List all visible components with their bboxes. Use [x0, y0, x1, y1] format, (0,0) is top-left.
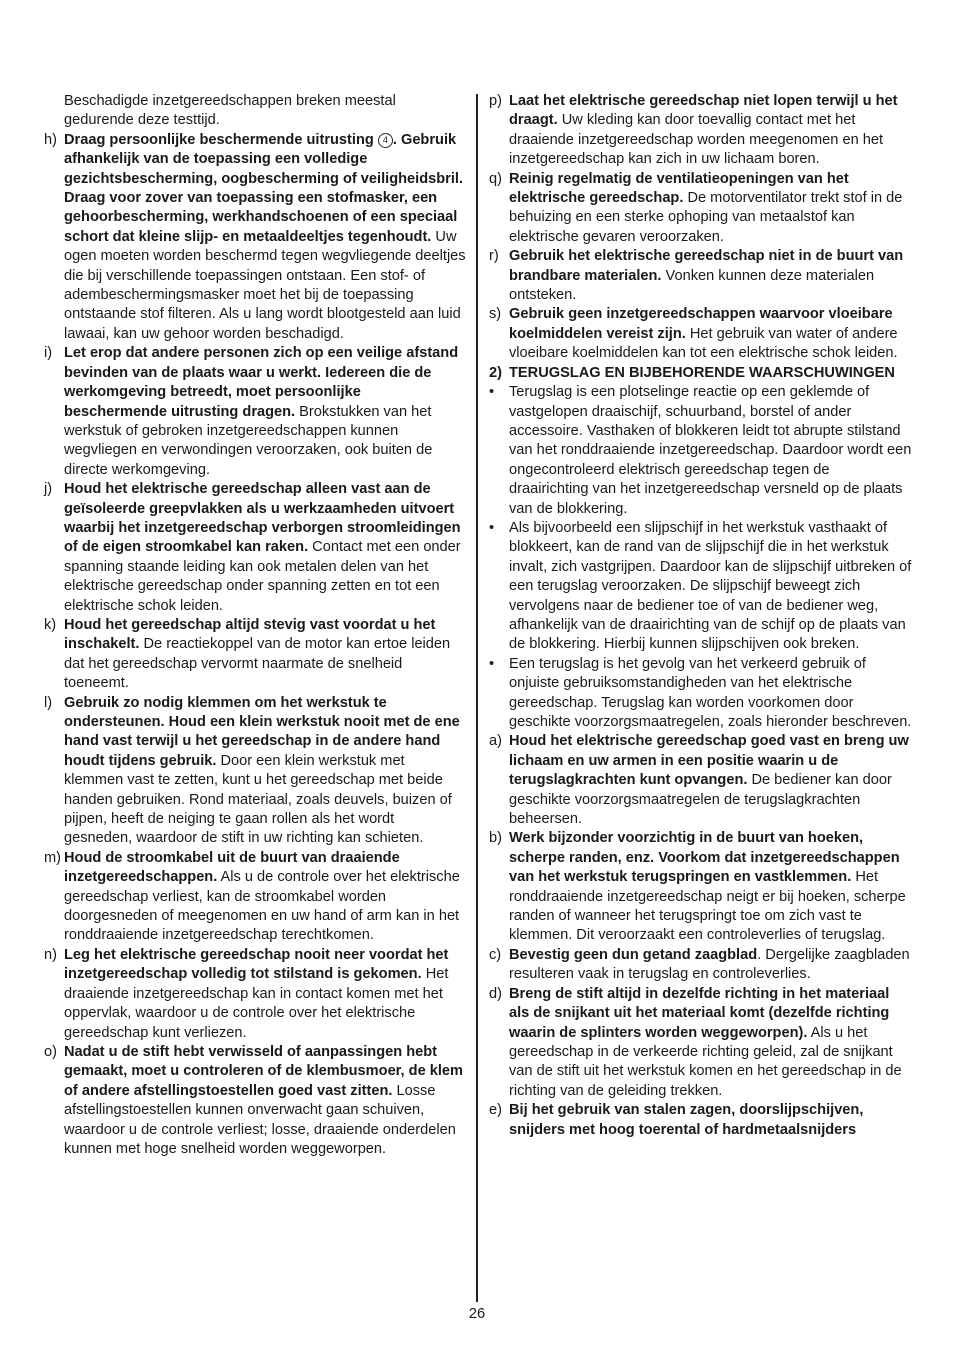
bold-instruction: Bij het gebruik van stalen zagen, doorslijpschijven, snijders met hoog toerental of hardmetaalsnijders — [509, 1102, 864, 1138]
body-text: Contact met een onder spanning staande leiding kan ook metalen delen van het elektrische gereedschap onder spanning zetten en tot een elektrische schok leiden. — [64, 539, 461, 614]
heading-text: TERUGSLAG EN BIJBEHORENDE WAARSCHUWINGEN — [509, 364, 895, 381]
bold-instruction: Houd het elektrische gereedschap alleen vast aan de geïsoleerde greepvlakken als u werkzaamheden uitvoert waarbij het inzetgereedschap verborgen stroomleidingen of de eigen stroomkabel kan raken. — [64, 481, 461, 556]
body-text: Uw kleding kan door toevallig contact met het draaiende inzetgereedschap worden meegenomen en het inzetgereedschap kan zich in uw lichaam boren. — [509, 112, 884, 168]
bullet-item — [489, 383, 913, 519]
body-text: . Dergelijke zaagbladen resulteren vaak in terugslag en controleverlies. — [509, 946, 910, 983]
bold-instruction: Reinig regelmatig de ventilatieopeningen van het elektrische gereedschap. — [509, 170, 849, 207]
list-item — [489, 247, 913, 305]
item-label: a) — [489, 733, 502, 750]
list-item — [489, 946, 913, 985]
item-label: l) — [44, 694, 53, 711]
item-body — [509, 1101, 913, 1140]
bullet-item — [489, 519, 913, 655]
item-body — [509, 732, 913, 829]
item-body — [64, 131, 466, 344]
item-label: • — [489, 519, 495, 536]
body-text: Terugslag is een plotselinge reactie op een geklemde of vastgelopen draaischijf, schuurband, borstel of ander accessoire. Vasthaken of blokkeren leidt tot abrupte stilstand van het ronddraaiende inzetgereedschap. Daardoor wordt een ongecontroleerd elektrisch gereedschap tegen de draairichting van het inzetgereedschap versneld op de plaats van de blokkering. — [509, 384, 912, 517]
item-label: • — [489, 384, 495, 401]
item-label: o) — [44, 1043, 57, 1060]
body-text: De bediener kan door geschikte voorzorgsmaatregelen de terugslagkrachten beheersen. — [509, 772, 892, 828]
item-body — [509, 364, 913, 383]
item-label: m) — [44, 849, 62, 866]
circled-number-icon: 4 — [378, 133, 393, 148]
list-item — [44, 480, 466, 616]
list-item — [489, 985, 913, 1101]
item-body — [64, 1043, 466, 1159]
item-label: j) — [44, 481, 53, 498]
item-body — [64, 616, 466, 694]
item-body — [509, 655, 913, 733]
section-heading — [489, 364, 913, 383]
bold-instruction: Houd het gereedschap altijd stevig vast voordat u het inschakelt. — [64, 616, 436, 653]
body-text: Het ronddraaiende inzetgereedschap neigt er bij hoeken, scherpe randen of wanneer het terugspringt toe om zich vast te klemmen. Dit veroorzaakt een controleverlies of terugslag. — [509, 869, 906, 944]
body-text: Het gebruik van water of andere vloeibare koelmiddelen kan tot een elektrische schok leiden. — [509, 325, 898, 362]
item-body — [64, 694, 466, 849]
body-text: Het draaiende inzetgereedschap kan in contact komen met het oppervlak, waardoor u de controle over het elektrische gereedschap kunt verliezen. — [64, 966, 449, 1041]
list-item — [489, 305, 913, 363]
bold-instruction: Let erop dat andere personen zich op een veilige afstand bevinden van de plaats waar u werkt. Iedereen die de werkomgeving betreedt, moet persoonlijke beschermende uitrusting dragen. — [64, 345, 459, 420]
item-body — [509, 383, 913, 519]
item-body — [509, 829, 913, 945]
bold-instruction: Laat het elektrische gereedschap niet lopen terwijl u het draagt. — [509, 93, 898, 129]
bold-instruction: Gebruik zo nodig klemmen om het werkstuk te ondersteunen. Houd een klein werkstuk nooit met de ene hand vast terwijl u het gereedschap in de andere hand houdt tijdens gebruik. — [64, 694, 460, 769]
item-body — [64, 92, 466, 131]
body-text: Een terugslag is het gevolg van het verkeerd gebruik of onjuiste gebruiksomstandigheden van het elektrische gereedschap. Terugslag kan worden voorkomen door geschikte voorzorgsmaatregelen, zoals hieronder beschreven. — [509, 655, 912, 730]
list-item — [44, 344, 466, 480]
item-body — [509, 92, 913, 170]
bold-instruction: Houd de stroomkabel uit de buurt van draaiende inzetgereedschappen. — [64, 849, 400, 886]
bold-instruction: Houd het elektrische gereedschap goed vast en breng uw lichaam en uw armen in een positie waarin u de terugslagkrachten kunt opvangen. — [509, 733, 909, 789]
bold-instruction: Leg het elektrische gereedschap nooit neer voordat het inzetgereedschap volledig tot stilstand is gekomen. — [64, 946, 449, 983]
item-label: q) — [489, 170, 502, 187]
body-text: Als u de controle over het elektrische gereedschap verliest, kan de stroomkabel worden doorgesneden of meegenomen en uw hand of arm kan in het ronddraaiende inzetgereedschap terechtkomen. — [64, 869, 460, 944]
item-label: p) — [489, 93, 502, 109]
right-column — [489, 92, 913, 1140]
item-body — [509, 305, 913, 363]
bold-instruction: Gebruik het elektrische gereedschap niet in de buurt van brandbare materialen. — [509, 248, 904, 284]
list-item — [489, 732, 913, 829]
list-item — [44, 131, 466, 344]
bold-instruction: Gebruik geen inzetgereedschappen waarvoor vloeibare koelmiddelen vereist zijn. — [509, 306, 893, 342]
item-label: d) — [489, 985, 502, 1002]
body-text: De reactiekoppel van de motor kan ertoe leiden dat het gereedschap vervormt naarmate de snelheid toeneemt. — [64, 636, 451, 692]
item-label: k) — [44, 616, 57, 633]
body-text: Brokstukken van het werkstuk of gebroken inzetgereedschappen kunnen wegvliegen en verwondingen veroorzaken, ook buiten de directe werkomgeving. — [64, 403, 433, 478]
bold-instruction: Breng de stift altijd in dezelfde richting in het materiaal als de snijkant uit het materiaal komt (dezelfde richting waarin de splinters worden weggeworpen). — [509, 985, 890, 1041]
body-text: De motorventilator trekt stof in de behuizing en een sterke ophoping van metaalstof kan elektrische gevaren veroorzaken. — [509, 190, 903, 245]
bold-instruction: Werk bijzonder voorzichtig in de buurt van hoeken, scherpe randen, enz. Voorkom dat inzetgereedschappen van het werkstuk terugspringen en vastklemmen. — [509, 830, 900, 886]
paragraph — [44, 92, 466, 131]
item-label: n) — [44, 946, 57, 963]
body-text: Als u het gereedschap in de verkeerde richting geleid, zal de snijkant van de stift uit het werkstuk komen en het gereedschap in de richting van de geleiding trekken. — [509, 1024, 902, 1099]
item-label: c) — [489, 946, 502, 963]
item-body — [64, 344, 466, 480]
list-item — [489, 829, 913, 945]
item-body — [64, 849, 466, 946]
bullet-item — [489, 655, 913, 733]
body-text: Als bijvoorbeeld een slijpschijf in het werkstuk vasthaakt of blokkeert, kan de rand van de slijpschijf die in het werkstuk invalt, zich vastgrijpen. Daardoor kan de slijpschijf uitbreken of een terugslag veroorzaken. De slijpschijf beweegt zich vervolgens naar de bediener toe of van de bediener weg, afhankelijk van de draairichting van de schijf op de plaats van de blokkering. Hierbij kunnen slijpschijven ook breken. — [509, 519, 912, 653]
list-item — [44, 616, 466, 694]
item-label: i) — [44, 345, 53, 362]
body-text: Losse afstellingstoestellen kunnen onverwacht gaan schuiven, waardoor u de controle verliest; losse, draaiende onderdelen kunnen met hoge snelheid worden weggeworpen. — [64, 1082, 456, 1157]
item-label: e) — [489, 1102, 502, 1119]
item-label: h) — [44, 131, 57, 148]
item-body — [64, 480, 466, 616]
left-column — [44, 92, 466, 1159]
item-body — [509, 985, 913, 1101]
bold-instruction: Bevestig geen dun getand zaagblad — [509, 946, 758, 963]
item-body — [509, 170, 913, 248]
list-item — [489, 92, 913, 170]
item-body — [64, 946, 466, 1043]
bold-instruction: Nadat u de stift hebt verwisseld of aanpassingen hebt gemaakt, moet u controleren of de klembusmoer, de klem of andere afstellingstoestellen goed vast zitten. — [64, 1043, 464, 1099]
item-body — [509, 946, 913, 985]
item-label: 2) — [489, 364, 502, 381]
page-number: 26 — [468, 1306, 486, 1322]
list-item — [44, 1043, 466, 1159]
item-label: b) — [489, 830, 502, 847]
list-item — [489, 170, 913, 248]
bold-instruction: Draag persoonlijke beschermende uitrusting — [64, 131, 374, 148]
body-text: Vonken kunnen deze materialen ontsteken. — [509, 267, 875, 304]
item-label: r) — [489, 248, 499, 265]
body-text: Door een klein werkstuk met klemmen vast te zetten, kunt u het gereedschap met beide handen gebruiken. Rond materiaal, zoals deuvels, buizen of pijpen, heeft de neiging te gaan rollen als het wordt gesneden, waardoor de stift in uw richting kan schieten. — [64, 752, 452, 847]
item-label: s) — [489, 306, 502, 323]
body-text: Beschadigde inzetgereedschappen breken meestal gedurende deze testtijd. — [64, 93, 396, 129]
item-body — [509, 519, 913, 655]
list-item — [489, 1101, 913, 1140]
item-body — [509, 247, 913, 305]
list-item — [44, 946, 466, 1043]
body-text: Uw ogen moeten worden beschermd tegen wegvliegende deeltjes die bij verschillende toepassingen ontstaan. Een stof- of adembeschermingsmasker moet het bij de toepassing ontstaande stof filteren. Als u lang wordt blootgesteld aan luid lawaai, kan uw gehoor worden beschadigd. — [64, 228, 466, 342]
column-divider — [476, 94, 478, 1302]
list-item — [44, 849, 466, 946]
list-item — [44, 694, 466, 849]
bold-instruction-continued: . Gebruik afhankelijk van de toepassing een volledige gezichtsbescherming, oogbescherming of veiligheidsbril. Draag voor zover van toepassing een stofmasker, een gehoorbescherming, werkhandschoenen of een speciaal schort dat kleine slijp- en metaaldeeltjes tegenhoudt. — [64, 131, 463, 245]
item-label: • — [489, 655, 495, 672]
